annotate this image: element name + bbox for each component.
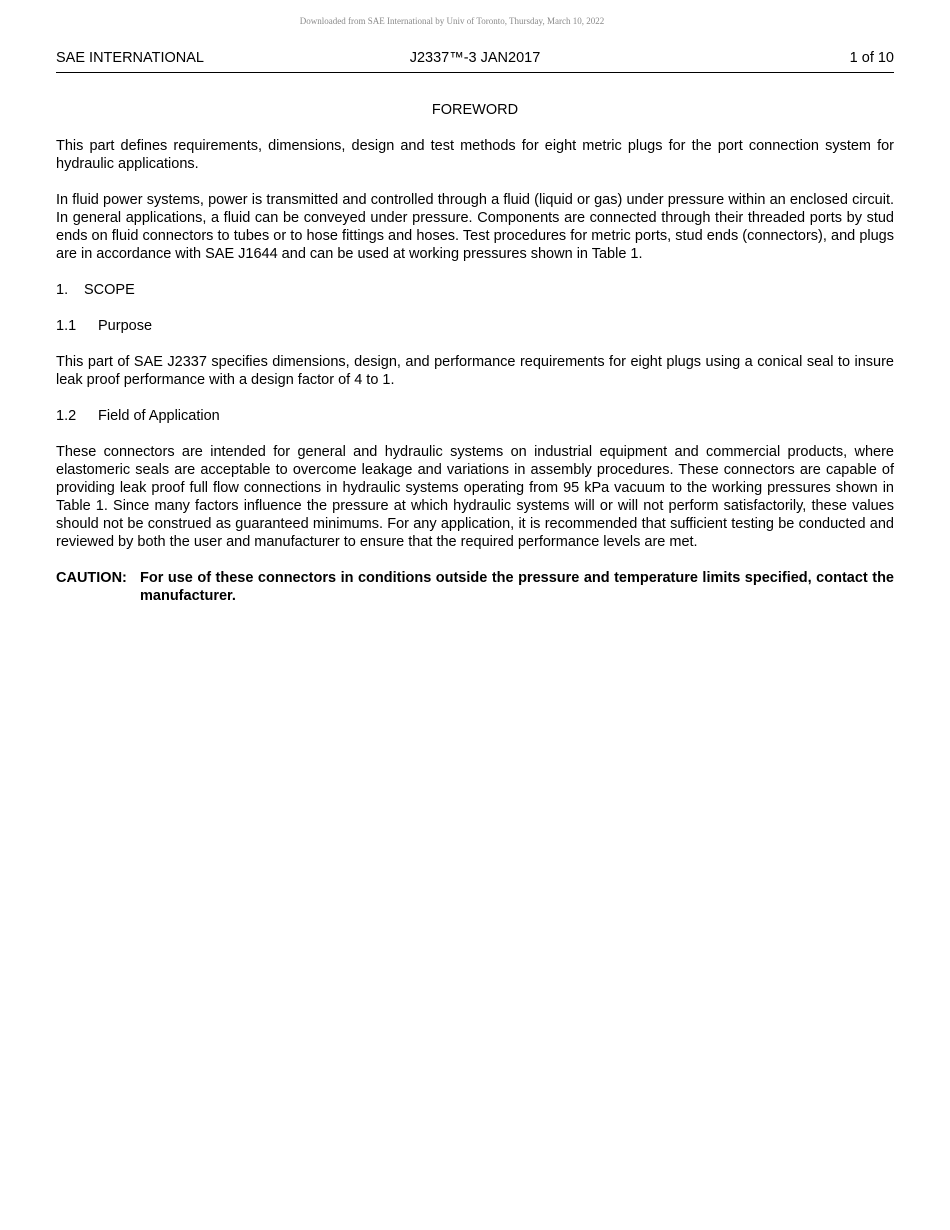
subsection-number: 1.2 xyxy=(56,408,77,424)
download-note: Downloaded from SAE International by Univ of Toronto, Thursday, March 10, 2022 xyxy=(299,16,605,26)
header-doc-id: J2337™-3 JAN2017 xyxy=(409,50,541,66)
subsection-number: 1.1 xyxy=(56,318,77,334)
foreword-title: FOREWORD xyxy=(431,102,519,118)
foreword-paragraph-2: In fluid power systems, power is transmitted and controlled through a fluid (liquid or gas) under pressure within an enclosed circuit. In general applications, a fluid can be conveyed under pressure. Components are connected through their threaded ports by stud ends on fluid connectors to tubes or to hose fittings and hoses. Test procedures for metric ports, stud ends (connectors), and plugs are in accordance with SAE J1644 and can be used at working pressures shown in Table 1. xyxy=(56,192,894,262)
section-title: SCOPE xyxy=(84,282,135,298)
header-organization: SAE INTERNATIONAL xyxy=(56,50,204,66)
page-header xyxy=(56,50,894,73)
caution-label: CAUTION: xyxy=(56,570,127,586)
document-body xyxy=(56,101,894,605)
caution-text: For use of these connectors in conditions outside the pressure and temperature limits specified, contact the manufacturer. xyxy=(140,570,894,604)
field-paragraph: These connectors are intended for general and hydraulic systems on industrial equipment and commercial products, where elastomeric seals are acceptable to overcome leakage and variations in assembly procedures. These connectors are capable of providing leak proof full flow connections in hydraulic systems operating from 95 kPa vacuum to the working pressures shown in Table 1. Since many factors influence the pressure at which hydraulic systems will or will not perform satisfactorily, these values should not be construed as guaranteed minimums. For any application, it is recommended that sufficient testing be conducted and reviewed by both the user and manufacturer to ensure that the required performance levels are met. xyxy=(56,444,894,550)
section-heading-scope xyxy=(56,281,894,299)
caution-note xyxy=(56,569,894,605)
section-number: 1. xyxy=(56,282,69,298)
header-page-number: 1 of 10 xyxy=(849,50,894,66)
subsection-heading-field xyxy=(56,407,894,425)
subsection-title: Field of Application xyxy=(98,408,220,424)
subsection-heading-purpose xyxy=(56,317,894,335)
subsection-title: Purpose xyxy=(98,318,153,334)
foreword-paragraph-1: This part defines requirements, dimensions, design and test methods for eight metric plugs for the port connection system for hydraulic applications. xyxy=(56,138,894,172)
purpose-paragraph: This part of SAE J2337 specifies dimensions, design, and performance requirements for eight plugs using a conical seal to insure leak proof performance with a design factor of 4 to 1. xyxy=(56,354,894,388)
